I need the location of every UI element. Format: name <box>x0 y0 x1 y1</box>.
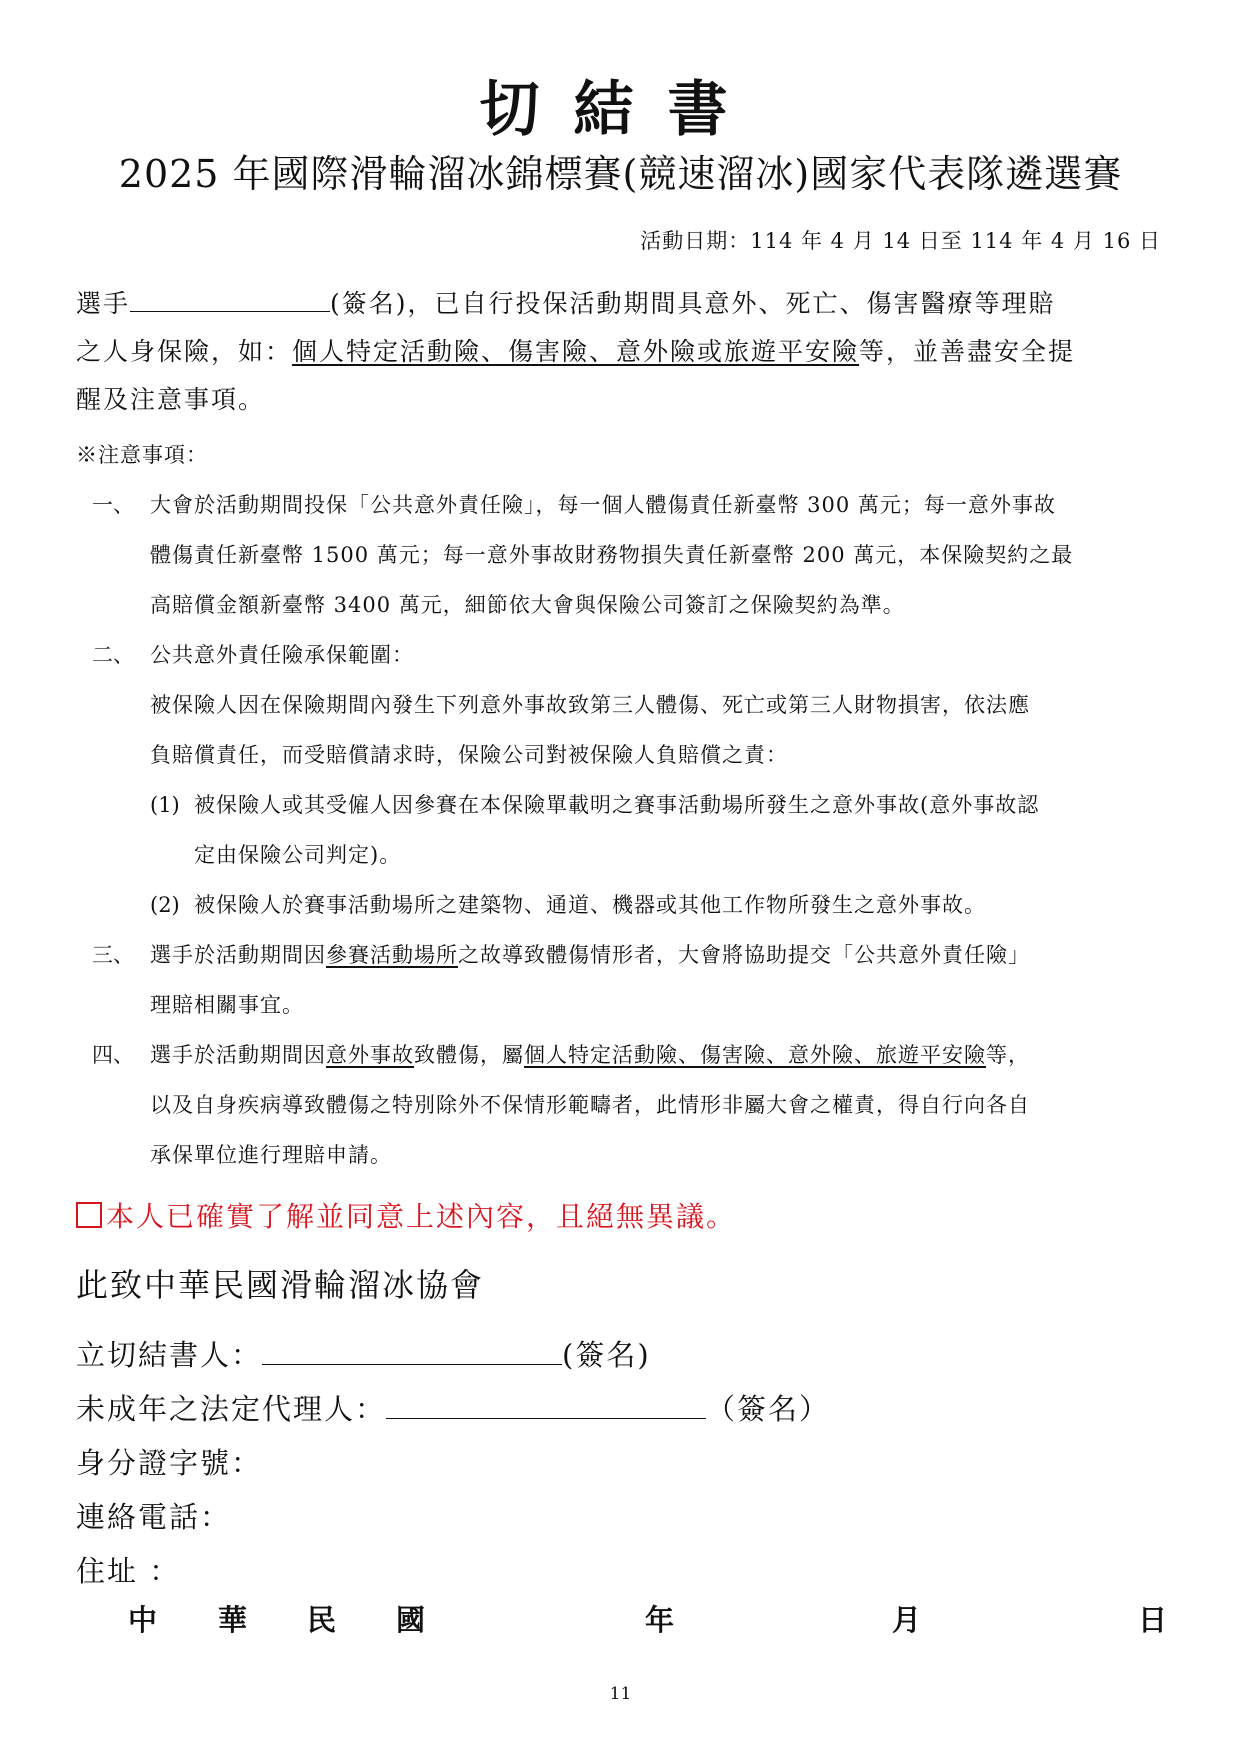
signer-label: 立切結書人： <box>76 1338 263 1372</box>
guardian-label: 未成年之法定代理人： <box>76 1392 387 1426</box>
declaration-line-1 <box>76 280 1166 328</box>
note-2-line-2: 被保險人因在保險期間內發生下列意外事故致第三人體傷、死亡或第三人財物損害，依法應 <box>150 693 1030 717</box>
note-1-number: 一、 <box>92 493 134 517</box>
note-2-sub-2-number: (2) <box>150 893 180 917</box>
note-text: 之故導致體傷情形者，大會將協助提交「公共意外責任險」 <box>458 943 1030 967</box>
note-underlined-text: 個人特定活動險、傷害險、意外險、旅遊平安險 <box>524 1043 986 1067</box>
agreement-text: 本人已確實了解並同意上述內容，且絕無異議。 <box>106 1200 737 1233</box>
note-3-number: 三、 <box>92 943 134 967</box>
note-underlined-text: 參賽活動場所 <box>326 943 458 967</box>
note-underlined-text: 意外事故 <box>326 1043 414 1067</box>
note-2-number: 二、 <box>92 643 134 667</box>
declaration-text: 等，並善盡安全提 <box>859 337 1076 366</box>
signer-row <box>76 1333 651 1377</box>
id-number-label: 身分證字號： <box>76 1446 263 1480</box>
note-2-line-3: 負賠償責任，而受賠償請求時，保險公司對被保險人負賠償之責： <box>150 743 788 767</box>
guardian-signature-blank[interactable] <box>386 1394 706 1419</box>
signer-suffix: (簽名) <box>562 1338 651 1372</box>
note-3-line-2: 理賠相關事宜。 <box>150 993 304 1017</box>
note-4-number: 四、 <box>92 1043 134 1067</box>
date-day-label: 日 <box>1138 1603 1168 1637</box>
event-name: 2025 年國際滑輪溜冰錦標賽(競速溜冰)國家代表隊遴選賽 <box>118 152 1123 196</box>
note-2-line-1: 公共意外責任險承保範圍： <box>150 643 414 667</box>
date-year-label: 年 <box>645 1603 675 1637</box>
agreement-statement <box>76 1195 736 1239</box>
note-2-sub-1-number: (1) <box>150 793 180 817</box>
event-date: 活動日期：114 年 4 月 14 日至 114 年 4 月 16 日 <box>640 229 1161 253</box>
address-label: 住址 ： <box>76 1554 181 1588</box>
note-2-sub-2-line-1: 被保險人於賽事活動場所之建築物、通道、機器或其他工作物所發生之意外事故。 <box>194 893 986 917</box>
athlete-label: 選手 <box>76 289 131 318</box>
athlete-signature-blank[interactable] <box>130 287 330 312</box>
insurance-types: 個人特定活動險、傷害險、意外險或旅遊平安險 <box>292 337 860 366</box>
guardian-suffix: （簽名） <box>706 1392 831 1426</box>
declaration-line-2 <box>76 328 1166 376</box>
declaration-line-3: 醒及注意事項。 <box>76 385 266 414</box>
date-char-3: 民 <box>307 1603 337 1637</box>
declaration-text: 之人身保險，如： <box>76 337 293 366</box>
note-1-line-1: 大會於活動期間投保「公共意外責任險」，每一個人體傷責任新臺幣 300 萬元；每一意外事故 <box>150 493 1056 517</box>
document-title: 切結書 <box>479 75 762 145</box>
greeting: 此致中華民國滑輪溜冰協會 <box>76 1266 485 1304</box>
date-char-1: 中 <box>128 1603 158 1637</box>
note-4-line-1 <box>150 1030 1170 1080</box>
note-2-sub-1-line-1: 被保險人或其受僱人因參賽在本保險單載明之賽事活動場所發生之意外事故(意外事故認 <box>194 793 1040 817</box>
declaration-text: (簽名)，已自行投保活動期間具意外、死亡、傷害醫療等理賠 <box>330 289 1056 318</box>
note-2-sub-1-line-2: 定由保險公司判定)。 <box>194 843 402 867</box>
guardian-row <box>76 1387 830 1431</box>
phone-label: 連絡電話： <box>76 1500 232 1534</box>
note-1-line-3: 高賠償金額新臺幣 3400 萬元，細節依大會與保險公司簽訂之保險契約為準。 <box>150 593 905 617</box>
note-text: 等， <box>986 1043 1030 1067</box>
note-4-line-2: 以及自身疾病導致體傷之特別除外不保情形範疇者，此情形非屬大會之權責，得自行向各自 <box>150 1093 1030 1117</box>
note-text: 選手於活動期間因 <box>150 943 326 967</box>
notes-header: ※注意事項： <box>76 443 208 467</box>
date-char-2: 華 <box>218 1603 248 1637</box>
page-number: 11 <box>609 1684 632 1704</box>
signer-signature-blank[interactable] <box>262 1340 562 1365</box>
date-month-label: 月 <box>892 1603 922 1637</box>
note-4-line-3: 承保單位進行理賠申請。 <box>150 1143 392 1167</box>
agreement-checkbox[interactable] <box>76 1202 102 1228</box>
note-text: 致體傷，屬 <box>414 1043 524 1067</box>
note-3-line-1 <box>150 930 1170 980</box>
date-char-4: 國 <box>396 1603 426 1637</box>
note-text: 選手於活動期間因 <box>150 1043 326 1067</box>
note-1-line-2: 體傷責任新臺幣 1500 萬元；每一意外事故財務物損失責任新臺幣 200 萬元，本保險契約之最 <box>150 543 1074 567</box>
